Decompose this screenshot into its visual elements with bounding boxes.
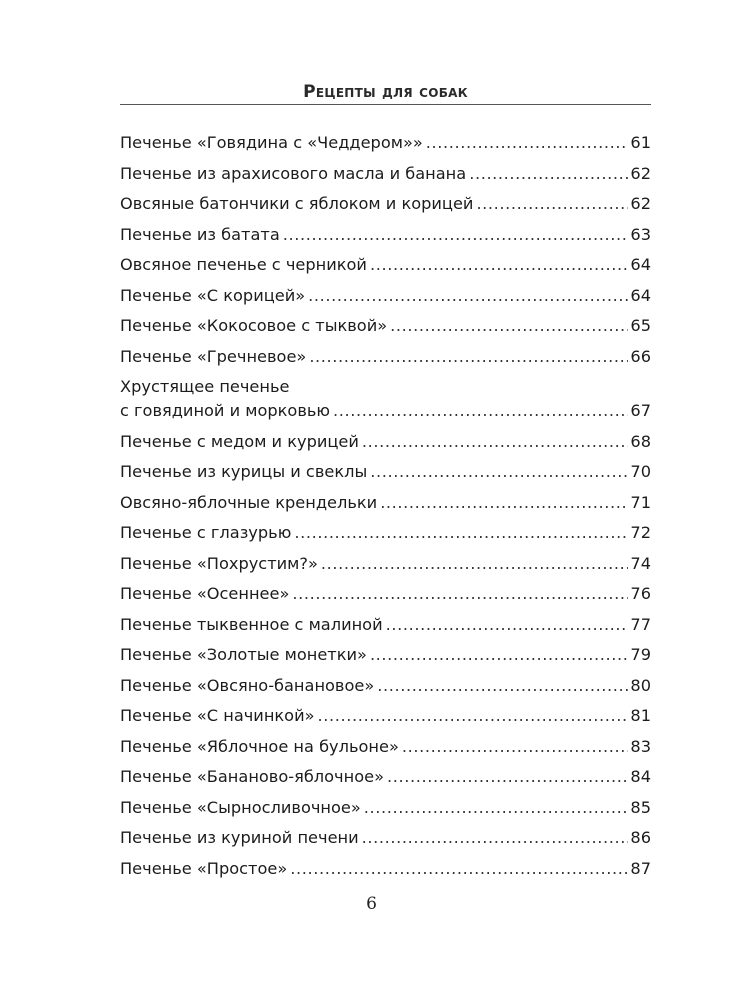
toc-entry — [120, 518, 651, 549]
toc-entry — [120, 488, 651, 519]
toc-entry-title: Печенье из арахисового масла и банана — [120, 163, 467, 183]
toc-entry-title-line1: Хрустящее печенье — [120, 377, 290, 396]
toc-entry-page: 64 — [630, 255, 651, 274]
toc-entry — [120, 671, 651, 702]
toc-entry-title: Печенье «Гречневое» — [120, 346, 307, 366]
toc-entry — [120, 159, 651, 190]
header-rule — [120, 104, 651, 105]
toc-entry-page: 83 — [630, 736, 651, 756]
toc-entry-page: 76 — [630, 584, 651, 603]
dot-leader — [364, 793, 629, 824]
toc-entry-page: 61 — [630, 133, 651, 152]
dot-leader — [402, 732, 629, 763]
dot-leader — [333, 396, 628, 427]
toc-entry — [120, 457, 651, 488]
toc-entry-page: 86 — [630, 828, 651, 847]
dot-leader — [309, 342, 628, 373]
toc-entry — [120, 854, 651, 885]
toc-entry-title: Печенье «Простое» — [120, 858, 288, 878]
toc-entry — [120, 732, 651, 763]
toc-entry-page: 62 — [630, 163, 651, 183]
dot-leader — [476, 189, 628, 220]
toc-entry-title: Печенье из куриной печени — [120, 828, 359, 847]
toc-entry-page: 77 — [630, 614, 651, 634]
dot-leader — [386, 610, 629, 641]
toc-entry — [120, 549, 651, 580]
toc-entry — [120, 189, 651, 220]
toc-entry-page: 64 — [630, 285, 651, 305]
dot-leader — [426, 128, 629, 159]
toc-entry — [120, 128, 651, 159]
toc-entry-page: 84 — [630, 767, 651, 786]
toc-entry-title: Печенье «С корицей» — [120, 285, 306, 305]
toc-entry-page: 87 — [630, 858, 651, 878]
toc-entry-title: Печенье с глазурью — [120, 523, 292, 542]
toc-entry — [120, 311, 651, 342]
table-of-contents — [120, 128, 651, 884]
toc-entry — [120, 372, 651, 427]
toc-entry-title: Печенье «Похрустим?» — [120, 553, 318, 573]
toc-entry — [120, 342, 651, 373]
toc-entry-page: 63 — [630, 224, 651, 244]
toc-entry-page: 65 — [630, 316, 651, 335]
dot-leader — [370, 250, 628, 281]
toc-entry-page: 81 — [630, 706, 651, 725]
toc-entry — [120, 793, 651, 824]
toc-entry-title: Печенье из курицы и свеклы — [120, 462, 368, 481]
toc-entry — [120, 579, 651, 610]
toc-entry-title: Печенье «Яблочное на бульоне» — [120, 736, 399, 756]
toc-entry-title: Печенье «Осеннее» — [120, 584, 290, 603]
toc-entry-title: Печенье «Кокосовое с тыквой» — [120, 316, 388, 335]
dot-leader — [370, 457, 628, 488]
toc-entry-title: Печенье тыквенное с малиной — [120, 614, 383, 634]
toc-entry-page: 68 — [630, 431, 651, 451]
toc-entry-page: 80 — [630, 675, 651, 695]
toc-entry-page: 79 — [630, 645, 651, 664]
toc-entry-page: 85 — [630, 797, 651, 817]
dot-leader — [390, 311, 628, 342]
toc-entry-page: 72 — [630, 523, 651, 542]
toc-entry-title: Печенье «Овсяно-банановое» — [120, 675, 375, 695]
toc-entry — [120, 281, 651, 312]
toc-entry — [120, 250, 651, 281]
dot-leader — [370, 640, 628, 671]
dot-leader — [469, 159, 628, 190]
toc-entry — [120, 701, 651, 732]
toc-entry-title: Печенье «С начинкой» — [120, 706, 315, 725]
dot-leader — [362, 823, 629, 854]
toc-entry-page: 62 — [630, 194, 651, 213]
toc-entry-page: 70 — [630, 462, 651, 481]
toc-entry-title: Овсяные батончики с яблоком и корицей — [120, 194, 474, 213]
dot-leader — [290, 854, 628, 885]
toc-entry — [120, 762, 651, 793]
toc-entry-page: 71 — [630, 492, 651, 512]
toc-entry-title: с говядиной и морковью — [120, 401, 331, 420]
toc-entry-title: Печенье «Говядина с «Чеддером»» — [120, 133, 423, 152]
toc-entry-title: Печенье «Золотые монетки» — [120, 645, 367, 664]
dot-leader — [292, 579, 628, 610]
toc-entry-title: Овсяно-яблочные крендельки — [120, 492, 378, 512]
page-number: 6 — [366, 894, 377, 914]
dot-leader — [380, 488, 628, 519]
dot-leader — [294, 518, 628, 549]
dot-leader — [387, 762, 628, 793]
toc-entry-page: 74 — [630, 553, 651, 573]
running-head: Рецепты для собак — [303, 82, 468, 102]
dot-leader — [283, 220, 629, 251]
toc-entry-title: Печенье с медом и курицей — [120, 431, 359, 451]
dot-leader — [321, 549, 629, 580]
dot-leader — [377, 671, 628, 702]
dot-leader — [362, 427, 629, 458]
toc-entry — [120, 610, 651, 641]
toc-entry-title: Печенье «Сырносливочное» — [120, 797, 361, 817]
toc-entry-page: 67 — [630, 401, 651, 420]
toc-entry — [120, 220, 651, 251]
toc-entry — [120, 427, 651, 458]
toc-entry-title: Печенье из батата — [120, 224, 280, 244]
toc-entry-page: 66 — [630, 346, 651, 366]
toc-entry-title: Печенье «Бананово-яблочное» — [120, 767, 384, 786]
dot-leader — [308, 281, 628, 312]
toc-entry — [120, 640, 651, 671]
dot-leader — [318, 701, 629, 732]
toc-entry-title: Овсяное печенье с черникой — [120, 255, 367, 274]
toc-entry — [120, 823, 651, 854]
